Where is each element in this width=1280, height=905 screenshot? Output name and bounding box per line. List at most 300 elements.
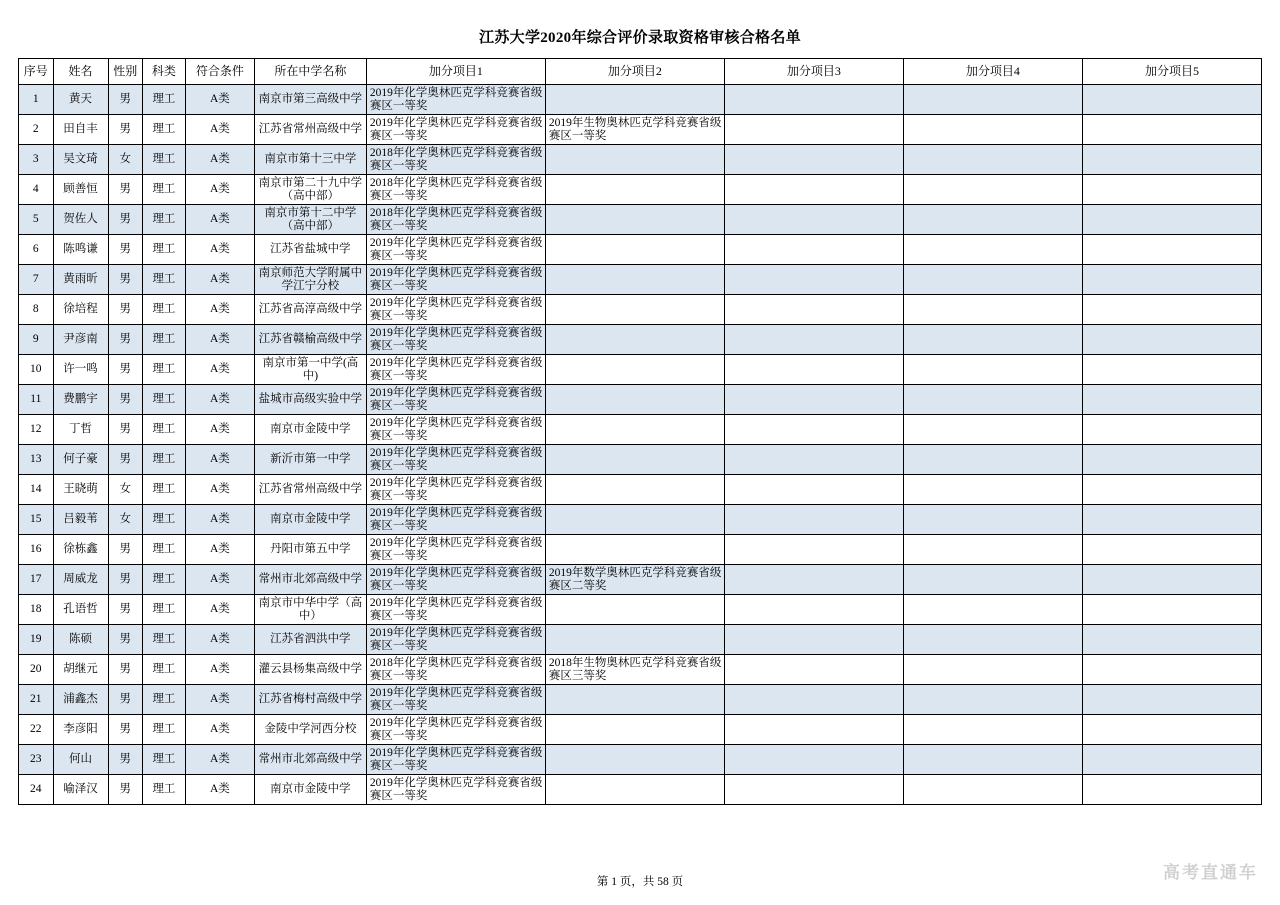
cell-bonus-2 [545, 505, 724, 535]
cell-bonus-5 [1082, 535, 1261, 565]
cell-bonus-2 [545, 595, 724, 625]
cell-condition: A类 [185, 535, 254, 565]
column-header-condition: 符合条件 [185, 59, 254, 85]
cell-name: 丁哲 [53, 415, 108, 445]
cell-bonus-4 [903, 535, 1082, 565]
cell-bonus-2 [545, 355, 724, 385]
cell-bonus-5 [1082, 445, 1261, 475]
cell-category: 理工 [143, 595, 186, 625]
cell-index: 8 [19, 295, 54, 325]
cell-name: 田自丰 [53, 115, 108, 145]
cell-gender: 男 [108, 415, 143, 445]
cell-name: 胡继元 [53, 655, 108, 685]
cell-bonus-3 [724, 355, 903, 385]
cell-bonus-3 [724, 475, 903, 505]
table-row [19, 445, 1262, 475]
column-header-gender: 性别 [108, 59, 143, 85]
cell-condition: A类 [185, 775, 254, 805]
cell-index: 1 [19, 85, 54, 115]
cell-name: 王晓萌 [53, 475, 108, 505]
cell-name: 陈鸣谦 [53, 235, 108, 265]
watermark: 高考直通车 [1163, 863, 1258, 882]
cell-bonus-3 [724, 145, 903, 175]
cell-bonus-2: 2019年生物奥林匹克学科竞赛省级赛区一等奖 [545, 115, 724, 145]
cell-category: 理工 [143, 745, 186, 775]
cell-bonus-2 [545, 295, 724, 325]
cell-bonus-4 [903, 355, 1082, 385]
cell-school: 江苏省泗洪中学 [254, 625, 366, 655]
cell-name: 吕毅苇 [53, 505, 108, 535]
cell-bonus-5 [1082, 355, 1261, 385]
cell-bonus-3 [724, 415, 903, 445]
cell-bonus-4 [903, 685, 1082, 715]
cell-bonus-1: 2019年化学奥林匹克学科竞赛省级赛区一等奖 [366, 625, 545, 655]
table-row [19, 265, 1262, 295]
cell-category: 理工 [143, 685, 186, 715]
cell-index: 9 [19, 325, 54, 355]
table-row [19, 475, 1262, 505]
cell-school: 丹阳市第五中学 [254, 535, 366, 565]
cell-bonus-5 [1082, 565, 1261, 595]
cell-bonus-5 [1082, 175, 1261, 205]
cell-category: 理工 [143, 445, 186, 475]
cell-category: 理工 [143, 385, 186, 415]
cell-index: 2 [19, 115, 54, 145]
cell-bonus-1: 2019年化学奥林匹克学科竞赛省级赛区一等奖 [366, 595, 545, 625]
cell-bonus-1: 2019年化学奥林匹克学科竞赛省级赛区一等奖 [366, 505, 545, 535]
table-row [19, 715, 1262, 745]
cell-bonus-1: 2019年化学奥林匹克学科竞赛省级赛区一等奖 [366, 475, 545, 505]
cell-condition: A类 [185, 415, 254, 445]
cell-category: 理工 [143, 265, 186, 295]
cell-condition: A类 [185, 85, 254, 115]
cell-condition: A类 [185, 355, 254, 385]
cell-bonus-3 [724, 685, 903, 715]
cell-condition: A类 [185, 385, 254, 415]
cell-school: 南京市金陵中学 [254, 775, 366, 805]
cell-gender: 男 [108, 385, 143, 415]
cell-condition: A类 [185, 745, 254, 775]
cell-bonus-3 [724, 175, 903, 205]
cell-bonus-1: 2018年化学奥林匹克学科竞赛省级赛区一等奖 [366, 145, 545, 175]
cell-index: 18 [19, 595, 54, 625]
cell-condition: A类 [185, 115, 254, 145]
cell-category: 理工 [143, 415, 186, 445]
cell-gender: 男 [108, 355, 143, 385]
cell-index: 12 [19, 415, 54, 445]
column-header-index: 序号 [19, 59, 54, 85]
cell-name: 周威龙 [53, 565, 108, 595]
cell-bonus-2: 2018年生物奥林匹克学科竞赛省级赛区三等奖 [545, 655, 724, 685]
cell-gender: 男 [108, 775, 143, 805]
qualification-table [18, 58, 1262, 805]
column-header-bonus-3: 加分项目3 [724, 59, 903, 85]
cell-bonus-1: 2018年化学奥林匹克学科竞赛省级赛区一等奖 [366, 175, 545, 205]
cell-bonus-3 [724, 115, 903, 145]
cell-index: 16 [19, 535, 54, 565]
cell-condition: A类 [185, 565, 254, 595]
cell-category: 理工 [143, 625, 186, 655]
cell-bonus-1: 2019年化学奥林匹克学科竞赛省级赛区一等奖 [366, 445, 545, 475]
cell-bonus-4 [903, 565, 1082, 595]
cell-school: 南京市第一中学(高中) [254, 355, 366, 385]
cell-name: 费鹏宇 [53, 385, 108, 415]
table-row [19, 745, 1262, 775]
cell-gender: 男 [108, 235, 143, 265]
cell-bonus-5 [1082, 775, 1261, 805]
cell-bonus-1: 2019年化学奥林匹克学科竞赛省级赛区一等奖 [366, 535, 545, 565]
cell-condition: A类 [185, 265, 254, 295]
cell-bonus-2 [545, 715, 724, 745]
cell-category: 理工 [143, 295, 186, 325]
cell-bonus-3 [724, 295, 903, 325]
table-row [19, 775, 1262, 805]
cell-name: 何子豪 [53, 445, 108, 475]
cell-bonus-3 [724, 595, 903, 625]
cell-bonus-3 [724, 775, 903, 805]
cell-index: 24 [19, 775, 54, 805]
cell-bonus-2 [545, 235, 724, 265]
cell-bonus-2 [545, 175, 724, 205]
column-header-bonus-5: 加分项目5 [1082, 59, 1261, 85]
cell-school: 江苏省常州高级中学 [254, 475, 366, 505]
cell-gender: 男 [108, 715, 143, 745]
cell-gender: 男 [108, 445, 143, 475]
cell-index: 20 [19, 655, 54, 685]
cell-bonus-3 [724, 715, 903, 745]
cell-bonus-1: 2018年化学奥林匹克学科竞赛省级赛区一等奖 [366, 205, 545, 235]
cell-gender: 男 [108, 265, 143, 295]
cell-bonus-3 [724, 535, 903, 565]
cell-name: 浦鑫杰 [53, 685, 108, 715]
cell-category: 理工 [143, 325, 186, 355]
cell-name: 喻泽汉 [53, 775, 108, 805]
cell-name: 贺佐人 [53, 205, 108, 235]
cell-bonus-5 [1082, 115, 1261, 145]
cell-school: 常州市北郊高级中学 [254, 745, 366, 775]
cell-bonus-5 [1082, 325, 1261, 355]
cell-bonus-4 [903, 175, 1082, 205]
cell-index: 5 [19, 205, 54, 235]
cell-index: 3 [19, 145, 54, 175]
cell-bonus-2 [545, 685, 724, 715]
cell-condition: A类 [185, 625, 254, 655]
cell-bonus-4 [903, 775, 1082, 805]
cell-bonus-4 [903, 325, 1082, 355]
column-header-bonus-2: 加分项目2 [545, 59, 724, 85]
cell-bonus-3 [724, 235, 903, 265]
cell-bonus-4 [903, 385, 1082, 415]
table-row [19, 685, 1262, 715]
cell-school: 灌云县杨集高级中学 [254, 655, 366, 685]
cell-index: 21 [19, 685, 54, 715]
cell-bonus-4 [903, 625, 1082, 655]
cell-school: 盐城市高级实验中学 [254, 385, 366, 415]
table-row [19, 175, 1262, 205]
cell-bonus-4 [903, 715, 1082, 745]
table-row [19, 655, 1262, 685]
cell-index: 22 [19, 715, 54, 745]
cell-bonus-1: 2019年化学奥林匹克学科竞赛省级赛区一等奖 [366, 355, 545, 385]
cell-condition: A类 [185, 175, 254, 205]
cell-bonus-3 [724, 445, 903, 475]
cell-bonus-5 [1082, 415, 1261, 445]
cell-bonus-1: 2019年化学奥林匹克学科竞赛省级赛区一等奖 [366, 745, 545, 775]
cell-bonus-3 [724, 85, 903, 115]
cell-name: 陈硕 [53, 625, 108, 655]
cell-category: 理工 [143, 475, 186, 505]
cell-bonus-2 [545, 325, 724, 355]
cell-bonus-2 [545, 445, 724, 475]
cell-bonus-2 [545, 205, 724, 235]
cell-gender: 男 [108, 535, 143, 565]
cell-bonus-2 [545, 475, 724, 505]
cell-bonus-1: 2019年化学奥林匹克学科竞赛省级赛区一等奖 [366, 115, 545, 145]
table-row [19, 625, 1262, 655]
cell-bonus-5 [1082, 715, 1261, 745]
table-row [19, 85, 1262, 115]
table-container [0, 58, 1280, 805]
cell-bonus-5 [1082, 145, 1261, 175]
cell-condition: A类 [185, 205, 254, 235]
cell-bonus-3 [724, 625, 903, 655]
cell-gender: 男 [108, 595, 143, 625]
cell-gender: 男 [108, 745, 143, 775]
cell-bonus-5 [1082, 265, 1261, 295]
cell-bonus-2 [545, 145, 724, 175]
cell-bonus-1: 2019年化学奥林匹克学科竞赛省级赛区一等奖 [366, 685, 545, 715]
cell-bonus-3 [724, 745, 903, 775]
cell-bonus-1: 2019年化学奥林匹克学科竞赛省级赛区一等奖 [366, 265, 545, 295]
cell-gender: 男 [108, 295, 143, 325]
table-row [19, 415, 1262, 445]
cell-bonus-2 [545, 415, 724, 445]
cell-gender: 男 [108, 625, 143, 655]
cell-condition: A类 [185, 655, 254, 685]
cell-school: 南京市金陵中学 [254, 505, 366, 535]
cell-bonus-5 [1082, 475, 1261, 505]
cell-bonus-4 [903, 205, 1082, 235]
cell-name: 黄雨昕 [53, 265, 108, 295]
cell-name: 尹彦南 [53, 325, 108, 355]
cell-school: 南京市中华中学（高中） [254, 595, 366, 625]
cell-bonus-2 [545, 775, 724, 805]
column-header-school: 所在中学名称 [254, 59, 366, 85]
cell-bonus-5 [1082, 205, 1261, 235]
cell-bonus-5 [1082, 595, 1261, 625]
cell-name: 孔语哲 [53, 595, 108, 625]
cell-bonus-5 [1082, 655, 1261, 685]
cell-bonus-5 [1082, 85, 1261, 115]
cell-bonus-2 [545, 535, 724, 565]
cell-bonus-2: 2019年数学奥林匹克学科竞赛省级赛区二等奖 [545, 565, 724, 595]
cell-condition: A类 [185, 715, 254, 745]
cell-category: 理工 [143, 115, 186, 145]
cell-gender: 男 [108, 205, 143, 235]
cell-condition: A类 [185, 685, 254, 715]
cell-index: 23 [19, 745, 54, 775]
cell-school: 江苏省梅村高级中学 [254, 685, 366, 715]
cell-bonus-1: 2019年化学奥林匹克学科竞赛省级赛区一等奖 [366, 85, 545, 115]
column-header-name: 姓名 [53, 59, 108, 85]
cell-bonus-4 [903, 475, 1082, 505]
cell-bonus-4 [903, 85, 1082, 115]
cell-condition: A类 [185, 475, 254, 505]
page-footer: 第 1 页，共 58 页 [596, 876, 684, 888]
cell-bonus-5 [1082, 505, 1261, 535]
table-row [19, 235, 1262, 265]
cell-category: 理工 [143, 565, 186, 595]
cell-bonus-5 [1082, 235, 1261, 265]
cell-condition: A类 [185, 235, 254, 265]
cell-bonus-3 [724, 385, 903, 415]
cell-bonus-4 [903, 115, 1082, 145]
cell-name: 徐培程 [53, 295, 108, 325]
cell-bonus-3 [724, 265, 903, 295]
column-header-category: 科类 [143, 59, 186, 85]
cell-bonus-5 [1082, 685, 1261, 715]
cell-bonus-1: 2019年化学奥林匹克学科竞赛省级赛区一等奖 [366, 715, 545, 745]
table-header [19, 59, 1262, 85]
cell-name: 顾善恒 [53, 175, 108, 205]
cell-bonus-3 [724, 205, 903, 235]
cell-gender: 男 [108, 565, 143, 595]
table-row [19, 325, 1262, 355]
table-row [19, 535, 1262, 565]
cell-school: 南京师范大学附属中学江宁分校 [254, 265, 366, 295]
cell-bonus-1: 2019年化学奥林匹克学科竞赛省级赛区一等奖 [366, 235, 545, 265]
cell-bonus-3 [724, 565, 903, 595]
cell-bonus-5 [1082, 385, 1261, 415]
table-row [19, 145, 1262, 175]
cell-condition: A类 [185, 295, 254, 325]
cell-bonus-4 [903, 235, 1082, 265]
cell-school: 金陵中学河西分校 [254, 715, 366, 745]
cell-index: 14 [19, 475, 54, 505]
cell-bonus-1: 2019年化学奥林匹克学科竞赛省级赛区一等奖 [366, 775, 545, 805]
cell-name: 何山 [53, 745, 108, 775]
cell-index: 6 [19, 235, 54, 265]
cell-gender: 男 [108, 175, 143, 205]
cell-gender: 男 [108, 655, 143, 685]
cell-index: 11 [19, 385, 54, 415]
cell-index: 4 [19, 175, 54, 205]
cell-index: 13 [19, 445, 54, 475]
cell-bonus-1: 2019年化学奥林匹克学科竞赛省级赛区一等奖 [366, 565, 545, 595]
cell-bonus-1: 2019年化学奥林匹克学科竞赛省级赛区一等奖 [366, 385, 545, 415]
cell-index: 15 [19, 505, 54, 535]
cell-school: 常州市北郊高级中学 [254, 565, 366, 595]
cell-school: 南京市第十二中学（高中部） [254, 205, 366, 235]
column-header-bonus-1: 加分项目1 [366, 59, 545, 85]
cell-bonus-1: 2019年化学奥林匹克学科竞赛省级赛区一等奖 [366, 415, 545, 445]
cell-category: 理工 [143, 505, 186, 535]
cell-bonus-2 [545, 265, 724, 295]
cell-bonus-2 [545, 625, 724, 655]
cell-bonus-4 [903, 145, 1082, 175]
cell-gender: 男 [108, 685, 143, 715]
cell-school: 江苏省常州高级中学 [254, 115, 366, 145]
cell-bonus-2 [545, 85, 724, 115]
cell-bonus-1: 2019年化学奥林匹克学科竞赛省级赛区一等奖 [366, 325, 545, 355]
cell-category: 理工 [143, 85, 186, 115]
cell-category: 理工 [143, 655, 186, 685]
cell-bonus-3 [724, 505, 903, 535]
cell-index: 7 [19, 265, 54, 295]
cell-bonus-5 [1082, 625, 1261, 655]
cell-school: 江苏省盐城中学 [254, 235, 366, 265]
cell-condition: A类 [185, 595, 254, 625]
cell-name: 黄天 [53, 85, 108, 115]
cell-index: 17 [19, 565, 54, 595]
cell-bonus-4 [903, 445, 1082, 475]
cell-bonus-5 [1082, 745, 1261, 775]
cell-category: 理工 [143, 235, 186, 265]
table-row [19, 385, 1262, 415]
cell-bonus-5 [1082, 295, 1261, 325]
cell-bonus-2 [545, 745, 724, 775]
table-body [19, 85, 1262, 805]
cell-bonus-4 [903, 265, 1082, 295]
cell-bonus-1: 2018年化学奥林匹克学科竞赛省级赛区一等奖 [366, 655, 545, 685]
cell-bonus-4 [903, 655, 1082, 685]
cell-bonus-2 [545, 385, 724, 415]
cell-bonus-1: 2019年化学奥林匹克学科竞赛省级赛区一等奖 [366, 295, 545, 325]
cell-category: 理工 [143, 175, 186, 205]
cell-school: 南京市金陵中学 [254, 415, 366, 445]
cell-bonus-4 [903, 505, 1082, 535]
table-row [19, 565, 1262, 595]
cell-name: 李彦阳 [53, 715, 108, 745]
cell-condition: A类 [185, 145, 254, 175]
cell-index: 10 [19, 355, 54, 385]
table-row [19, 115, 1262, 145]
cell-bonus-3 [724, 325, 903, 355]
cell-condition: A类 [185, 445, 254, 475]
cell-category: 理工 [143, 775, 186, 805]
cell-gender: 男 [108, 115, 143, 145]
cell-name: 许一鸣 [53, 355, 108, 385]
cell-category: 理工 [143, 715, 186, 745]
table-row [19, 355, 1262, 385]
cell-category: 理工 [143, 535, 186, 565]
cell-name: 徐栋鑫 [53, 535, 108, 565]
cell-bonus-4 [903, 295, 1082, 325]
cell-bonus-4 [903, 745, 1082, 775]
cell-name: 吴文琦 [53, 145, 108, 175]
cell-condition: A类 [185, 325, 254, 355]
table-row [19, 295, 1262, 325]
cell-bonus-4 [903, 595, 1082, 625]
cell-gender: 女 [108, 145, 143, 175]
cell-bonus-4 [903, 415, 1082, 445]
cell-condition: A类 [185, 505, 254, 535]
cell-school: 江苏省赣榆高级中学 [254, 325, 366, 355]
cell-school: 新沂市第一中学 [254, 445, 366, 475]
table-row [19, 505, 1262, 535]
cell-gender: 男 [108, 85, 143, 115]
cell-bonus-3 [724, 655, 903, 685]
cell-gender: 女 [108, 505, 143, 535]
cell-category: 理工 [143, 205, 186, 235]
cell-index: 19 [19, 625, 54, 655]
cell-school: 南京市第二十九中学（高中部） [254, 175, 366, 205]
cell-category: 理工 [143, 145, 186, 175]
cell-school: 南京市第十三中学 [254, 145, 366, 175]
cell-gender: 男 [108, 325, 143, 355]
column-header-bonus-4: 加分项目4 [903, 59, 1082, 85]
cell-category: 理工 [143, 355, 186, 385]
